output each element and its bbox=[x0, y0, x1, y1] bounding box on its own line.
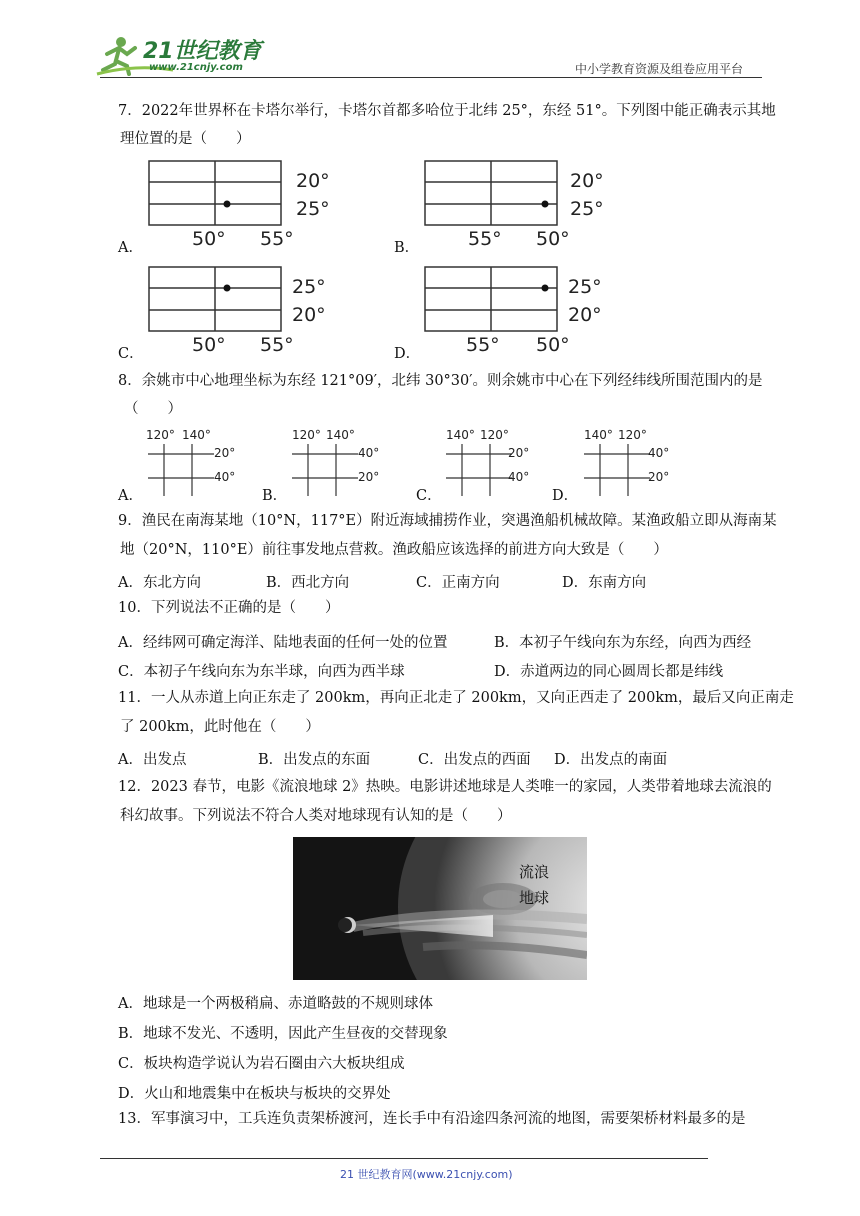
q7-d-location-dot bbox=[542, 285, 549, 292]
q7-c-grid bbox=[148, 266, 284, 334]
q7-a-grid bbox=[148, 160, 284, 228]
q7-option-b-label: B． bbox=[394, 240, 420, 256]
q7-b-grid bbox=[424, 160, 560, 228]
q13-line1: 13．军事演习中，工兵连负责架桥渡河，连长手中有沿途四条河流的地图，需要架桥材料最多的是 bbox=[118, 1111, 746, 1127]
q12-image-label-1: 流浪 bbox=[519, 863, 550, 881]
q11-option-b[interactable]: B．出发点的东面 bbox=[258, 752, 371, 768]
q7-d-lon-right: 50° bbox=[536, 334, 570, 356]
q12-line1: 12．2023 春节，电影《流浪地球 2》热映。电影讲述地球是人类唯一的家园，人类带着地球去流浪的 bbox=[118, 779, 772, 795]
q8-line2: （ ） bbox=[124, 401, 182, 417]
q7-d-lon-left: 55° bbox=[466, 334, 500, 356]
q8-option-b-label: B． bbox=[262, 488, 288, 504]
q8-option-a-label: A． bbox=[118, 488, 143, 504]
q8-option-b[interactable] bbox=[262, 428, 392, 504]
q11-option-a[interactable]: A．出发点 bbox=[118, 752, 187, 768]
q7-a-location-dot bbox=[224, 201, 231, 208]
q7-b-lon-right: 50° bbox=[536, 228, 570, 250]
q12-line2: 科幻故事。下列说法不符合人类对地球现有认知的是（ ） bbox=[120, 808, 512, 824]
q11-option-c[interactable]: C．出发点的西面 bbox=[418, 752, 531, 768]
q7-option-d[interactable] bbox=[394, 264, 644, 362]
q12-image-label-2: 地球 bbox=[519, 889, 550, 907]
q7-option-d-label: D． bbox=[394, 346, 421, 362]
q7-d-grid bbox=[424, 266, 560, 334]
q8-a-top-left: 120° bbox=[146, 428, 175, 442]
q12-option-c[interactable]: C．板块构造学说认为岩石圈由六大板块组成 bbox=[118, 1056, 405, 1072]
q10-option-a[interactable]: A．经纬网可确定海洋、陆地表面的任何一处的位置 bbox=[118, 635, 448, 651]
q10-option-b[interactable]: B．本初子午线向东为东经，向西为西经 bbox=[494, 635, 752, 651]
q11-line2: 了 200km，此时他在（ ） bbox=[120, 719, 320, 735]
q7-option-b[interactable] bbox=[394, 158, 644, 256]
q8-option-c-label: C． bbox=[416, 488, 442, 504]
q8-d-lat-bottom: 20° bbox=[648, 470, 670, 484]
q12-option-a[interactable]: A．地球是一个两极稍扁、赤道略鼓的不规则球体 bbox=[118, 996, 433, 1012]
q8-c-grid bbox=[446, 444, 512, 496]
q11-option-d[interactable]: D．出发点的南面 bbox=[554, 752, 668, 768]
header-logo bbox=[95, 34, 265, 78]
logo-text: 21世纪教育 bbox=[143, 39, 262, 64]
q10-option-d[interactable]: D．赤道两边的同心圆周长都是纬线 bbox=[494, 664, 724, 680]
q7-b-lat-bottom: 25° bbox=[570, 198, 604, 220]
q7-option-c[interactable] bbox=[118, 264, 368, 362]
q8-option-d[interactable] bbox=[552, 428, 682, 504]
q12-option-d[interactable]: D．火山和地震集中在板块与板块的交界处 bbox=[118, 1086, 391, 1102]
q7-c-lon-right: 55° bbox=[260, 334, 294, 356]
q7-b-lat-top: 20° bbox=[570, 170, 604, 192]
q9-line1: 9．渔民在南海某地（10°N，117°E）附近海域捕捞作业，突遇渔船机械故障。某渔政船立即从海南某 bbox=[118, 513, 777, 529]
q7-line1: 7．2022年世界杯在卡塔尔举行，卡塔尔首都多哈位于北纬 25°，东经 51°。下列图中能正确表示其地 bbox=[118, 103, 776, 119]
logo-url: www.21cnjy.com bbox=[149, 62, 243, 73]
q8-b-grid bbox=[292, 444, 358, 496]
q7-c-lat-bottom: 20° bbox=[292, 304, 326, 326]
q8-d-top-left: 140° bbox=[584, 428, 613, 442]
q9-option-d[interactable]: D．东南方向 bbox=[562, 575, 647, 591]
q8-option-d-label: D． bbox=[552, 488, 579, 504]
q7-a-lat-top: 20° bbox=[296, 170, 330, 192]
q9-option-b[interactable]: B．西北方向 bbox=[266, 575, 350, 591]
q10-option-c[interactable]: C．本初子午线向东为东半球，向西为西半球 bbox=[118, 664, 405, 680]
q7-option-a-label: A． bbox=[118, 240, 143, 256]
q7-a-lon-right: 55° bbox=[260, 228, 294, 250]
q7-option-a[interactable] bbox=[118, 158, 368, 256]
q8-option-a[interactable] bbox=[118, 428, 248, 504]
q10-line1: 10．下列说法不正确的是（ ） bbox=[118, 600, 340, 616]
q8-c-lat-top: 20° bbox=[508, 446, 530, 460]
footer-text: 21 世纪教育网(www.21cnjy.com) bbox=[340, 1168, 513, 1181]
header-rule bbox=[100, 77, 762, 78]
q8-d-top-right: 120° bbox=[618, 428, 647, 442]
header-platform-text: 中小学教育资源及组卷应用平台 bbox=[575, 62, 744, 76]
q8-c-top-left: 140° bbox=[446, 428, 475, 442]
q7-c-lat-top: 25° bbox=[292, 276, 326, 298]
q8-b-lat-top: 40° bbox=[358, 446, 380, 460]
q7-b-lon-left: 55° bbox=[468, 228, 502, 250]
q8-a-top-right: 140° bbox=[182, 428, 211, 442]
q8-b-top-right: 140° bbox=[326, 428, 355, 442]
q7-b-location-dot bbox=[542, 201, 549, 208]
q8-option-c[interactable] bbox=[416, 428, 546, 504]
q12-film-image bbox=[293, 837, 587, 980]
q8-d-grid bbox=[584, 444, 650, 496]
q8-a-lat-top: 20° bbox=[214, 446, 236, 460]
q8-b-top-left: 120° bbox=[292, 428, 321, 442]
q7-d-lat-top: 25° bbox=[568, 276, 602, 298]
q11-line1: 11．一人从赤道上向正东走了 200km，再向正北走了 200km，又向正西走了 200km，最后又向正南走 bbox=[118, 690, 794, 706]
q8-d-lat-top: 40° bbox=[648, 446, 670, 460]
q9-option-c[interactable]: C．正南方向 bbox=[416, 575, 500, 591]
q7-a-lon-left: 50° bbox=[192, 228, 226, 250]
q8-b-lat-bottom: 20° bbox=[358, 470, 380, 484]
q8-a-grid bbox=[148, 444, 214, 496]
q9-option-a[interactable]: A．东北方向 bbox=[118, 575, 201, 591]
q7-d-lat-bottom: 20° bbox=[568, 304, 602, 326]
q9-line2: 地（20°N，110°E）前往事发地点营救。渔政船应该选择的前进方向大致是（ ） bbox=[120, 542, 668, 558]
q8-line1: 8．余姚市中心地理坐标为东经 121°09′，北纬 30°30′。则余姚市中心在下列经纬线所围范围内的是 bbox=[118, 373, 763, 389]
q12-option-b[interactable]: B．地球不发光、不透明，因此产生昼夜的交替现象 bbox=[118, 1026, 448, 1042]
q7-c-location-dot bbox=[224, 285, 231, 292]
q8-a-lat-bottom: 40° bbox=[214, 470, 236, 484]
q7-a-lat-bottom: 25° bbox=[296, 198, 330, 220]
q7-option-c-label: C． bbox=[118, 346, 144, 362]
q7-line2: 理位置的是（ ） bbox=[120, 131, 251, 147]
q7-c-lon-left: 50° bbox=[192, 334, 226, 356]
q8-c-lat-bottom: 40° bbox=[508, 470, 530, 484]
q8-c-top-right: 120° bbox=[480, 428, 509, 442]
footer-rule bbox=[100, 1158, 708, 1159]
wandering-earth-planet-icon bbox=[293, 837, 587, 980]
